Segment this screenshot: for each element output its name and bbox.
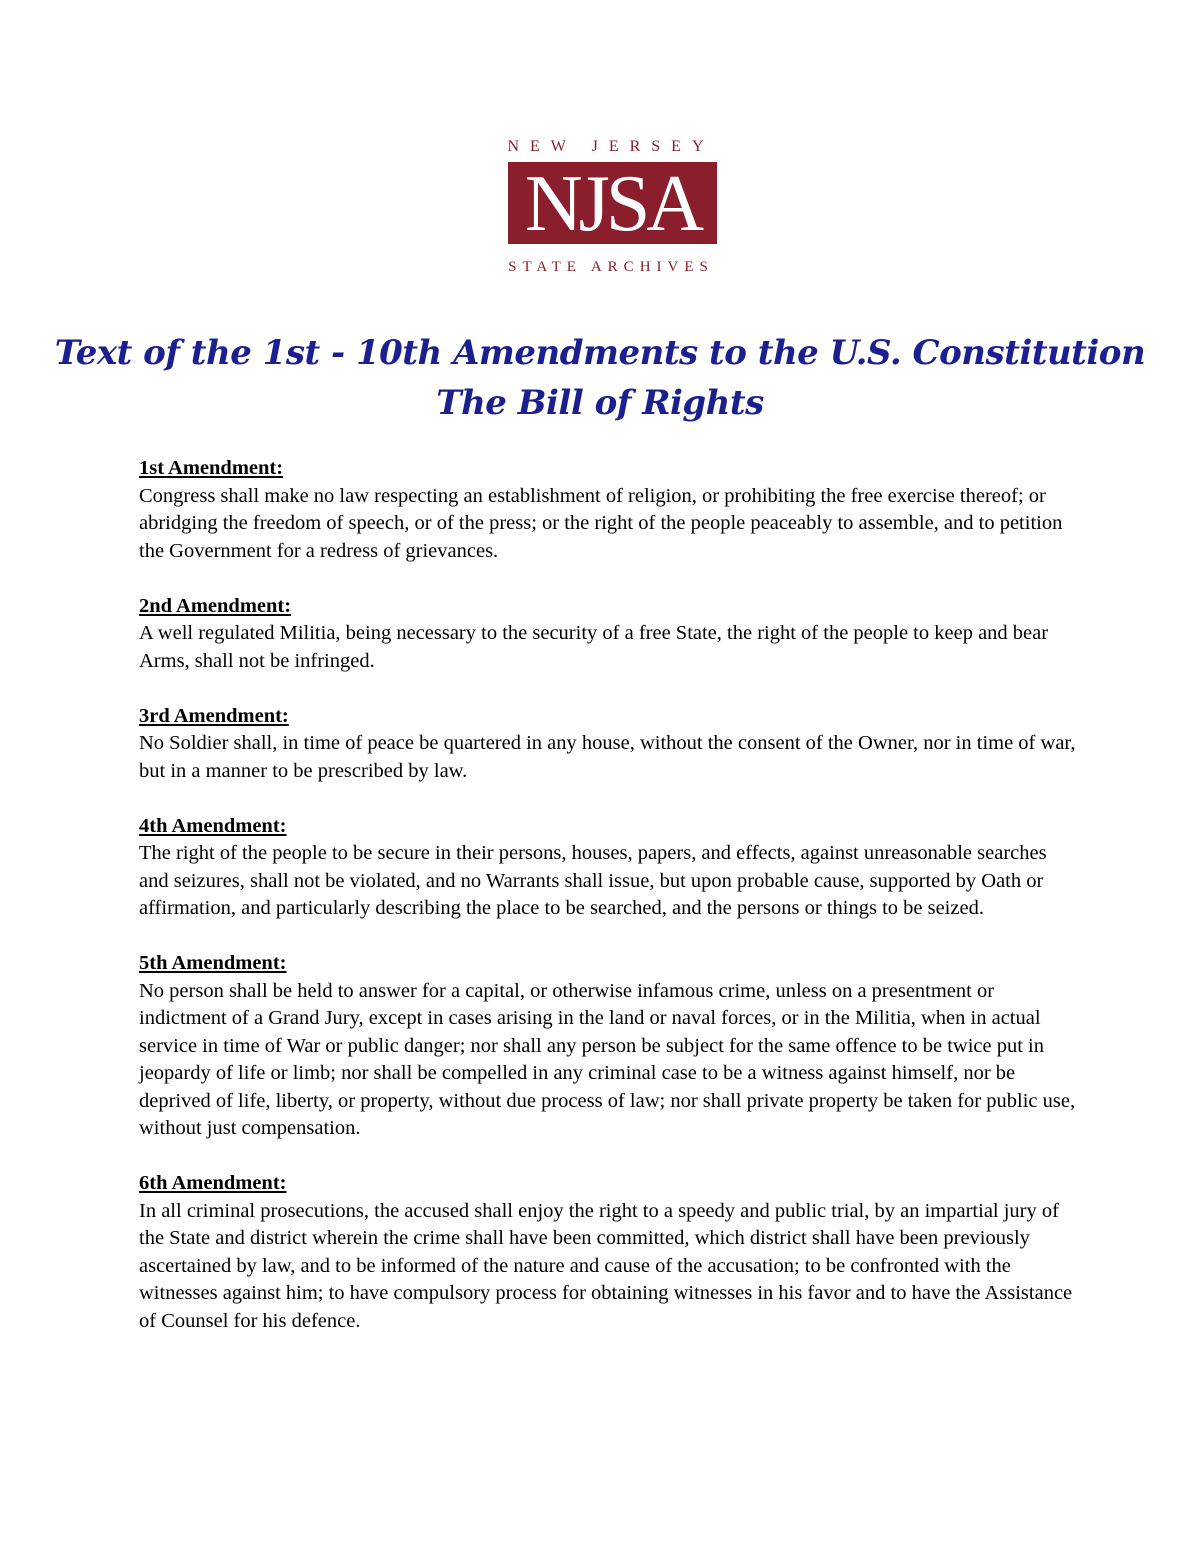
amendment-heading: 2nd Amendment: — [139, 594, 292, 617]
amendment-1 — [139, 455, 1079, 565]
amendment-text: No Soldier shall, in time of peace be quartered in any house, without the consent of the Owner, nor in time of war, but in a manner to be prescribed by law. — [139, 732, 1076, 782]
amendment-heading: 3rd Amendment: — [139, 704, 289, 727]
amendment-text: In all criminal prosecutions, the accused shall enjoy the right to a speedy and public trial, by an impartial jury of the State and district wherein the crime shall have been committed, which district shall have been previously ascertained by law, and to be informed of the nature and cause of the accusation; to be confronted with the witnesses against him; to have compulsory process for obtaining witnesses in his favor and to have the Assistance of Counsel for his defence. — [139, 1199, 1073, 1332]
amendment-5 — [139, 950, 1079, 1143]
amendment-heading: 6th Amendment: — [139, 1172, 287, 1194]
amendment-heading: 5th Amendment: — [139, 952, 287, 974]
logo-mark-text: NJSA — [524, 162, 701, 244]
amendment-text: The right of the people to be secure in their persons, houses, papers, and effects, against unreasonable searches and seizures, shall not be violated, and no Warrants shall issue, but upon probable cause, supported by Oath or affirmation, and particularly describing the place to be searched, and the persons or things to be seized. — [139, 842, 1047, 919]
logo-bottom-text: STATE ARCHIVES — [508, 259, 714, 275]
page-subtitle: The Bill of Rights — [436, 383, 764, 423]
amendment-text: A well regulated Militia, being necessary to the security of a free State, the right of the people to keep and bear Arms, shall not be infringed. — [139, 622, 1049, 672]
page-title: Text of the 1st - 10th Amendments to the U.S. Constitution — [54, 333, 1146, 373]
njsa-logo — [505, 138, 717, 278]
amendment-text: No person shall be held to answer for a capital, or otherwise infamous crime, unless on a presentment or indictment of a Grand Jury, except in cases arising in the land or naval forces, or in the Militia, when in actual service in time of War or public danger; nor shall any person be subject for the same offence to be twice put in jeopardy of life or limb; nor shall be compelled in any criminal case to be a witness against himself, nor be deprived of life, liberty, or property, without due process of law; nor shall private property be taken for public use, without just compensation. — [139, 979, 1076, 1139]
amendment-text: Congress shall make no law respecting an establishment of religion, or prohibiting the free exercise thereof; or abridging the freedom of speech, or of the press; or the right of the people peaceably to assemble, and to petition the Government for a redress of grievances. — [139, 484, 1063, 562]
amendment-6 — [139, 1170, 1079, 1335]
amendment-2 — [139, 593, 1079, 676]
amendment-3 — [139, 703, 1079, 786]
amendment-heading: 4th Amendment: — [139, 814, 287, 837]
logo-mark-box — [508, 162, 717, 244]
amendment-heading: 1st Amendment: — [139, 457, 284, 479]
logo-top-text: NEW JERSEY — [507, 138, 715, 155]
amendment-4 — [139, 813, 1079, 923]
amendments-list — [139, 455, 1079, 1363]
